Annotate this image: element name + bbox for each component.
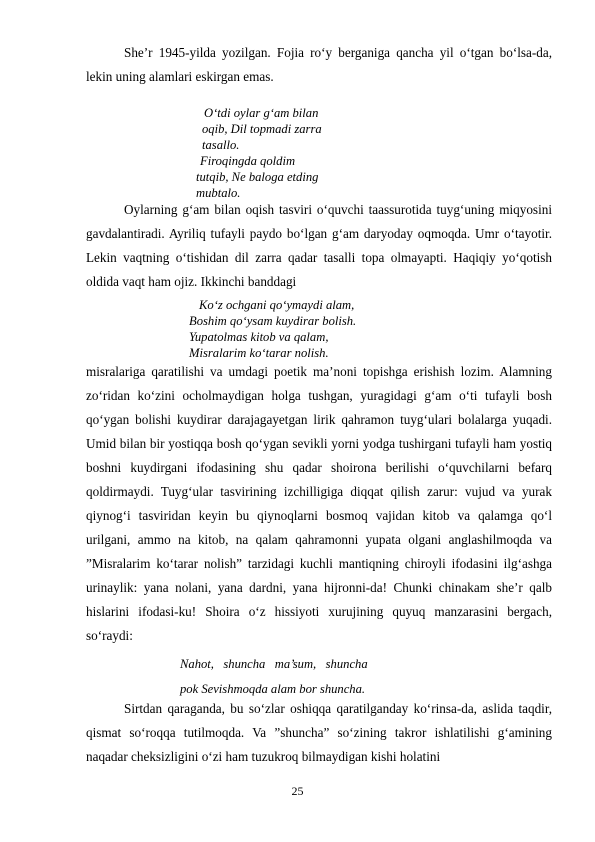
paragraph-2: Oylarning g‘am bilan oqish tasviri o‘quvchi taassurotida tuyg‘uning miqyosini gavdalantiradi. Ayriliq tufayli paydo bo‘lgan g‘am daryoday oqmoqda. Umr o‘tayotir. Lekin vaqtning o‘tishidan dil zarra qadar tasalli topa olmayapti. Haqiqiy yo‘qotish oldida vaqt ham ojiz. Ikkinchi banddagi	[86, 202, 552, 289]
verse-2-line: Yupatolmas kitob va qalam,	[189, 330, 329, 344]
verse-3-line: pok Sevishmoqda alam bor shuncha.	[180, 682, 366, 696]
verse-1-line: O‘tdi oylar g‘am bilan	[204, 106, 319, 120]
page-number: 25	[291, 784, 304, 798]
verse-1-line: mubtalo.	[196, 186, 241, 200]
paragraph-4: Sirtdan qaraganda, bu so‘zlar oshiqqa qaratilganday ko‘rinsa-da, aslida taqdir, qismat so‘roqqa tutilmoqda. Va ”shuncha” so‘zining takror ishlatilishi g‘amining naqadar cheksizligini o‘zi ham tuzukroq bilmaydigan kishi holatini	[86, 701, 552, 764]
verse-3	[180, 652, 368, 702]
verse-1-line: oqib, Dil topmadi zarra	[202, 122, 322, 136]
paragraph-1: She’r 1945-yilda yozilgan. Fojia ro‘y berganiga qancha yil o‘tgan bo‘lsa-da, lekin uning alamlari eskirgan emas.	[86, 45, 552, 84]
verse-2-line: Boshim qo‘ysam kuydirar bolish.	[189, 314, 357, 328]
verse-3-line: Nahot, shuncha ma’sum, shuncha	[180, 657, 368, 671]
verse-2	[189, 297, 356, 361]
verse-1-line: tutqib, Ne baloga etding	[196, 170, 319, 184]
paragraph-3: misralariga qaratilishi va umdagi poetik ma’noni topishga erishish lozim. Alamning zo‘ridan ko‘zini ocholmaydigan holga tushgan, yuragidagi g‘am o‘ti tufayli bosh qo‘ygan bolishi kuydirar darajagayetgan lirik qahramon tuyg‘ulari bolalarga yuqadi. Umid bilan bir yostiqqa bosh qo‘ygan sevikli yorni yodga tushirgani tufayli ham yostiq boshni kuydirgani ifodasining shu qadar shoirona berilishi o‘quvchilarni befarq qoldirmaydi. Tuyg‘ular tasvirining izchilligiga diqqat qilish zarur: vujud va yurak qiynog‘i tasviridan keyin bu qiynoqlarni bosmoq vajidan kitob va qalamga qo‘l urilgani, ammo na kitob, na qalam qahramonni yupata olgani anglashilmoqda va ”Misralarim ko‘tarar nolish” tarzidagi kuchli mantiqning chiroyli ifodasini ilg‘ashga urinaylik: yana nolani, yana dardni, yana hijronni-da! Chunki chinakam she’r qalb hislarini ifodasi-ku! Shoira o‘z hissiyoti xurujining quyuq manzarasini bergach, so‘raydi:	[86, 364, 552, 643]
verse-2-line: Misralarim ko‘tarar nolish.	[189, 346, 329, 360]
verse-2-line: Ko‘z ochgani qo‘ymaydi alam,	[199, 298, 355, 312]
verse-1	[196, 105, 322, 201]
verse-1-line: Firoqingda qoldim	[200, 154, 296, 168]
verse-1-line: tasallo.	[202, 138, 240, 152]
